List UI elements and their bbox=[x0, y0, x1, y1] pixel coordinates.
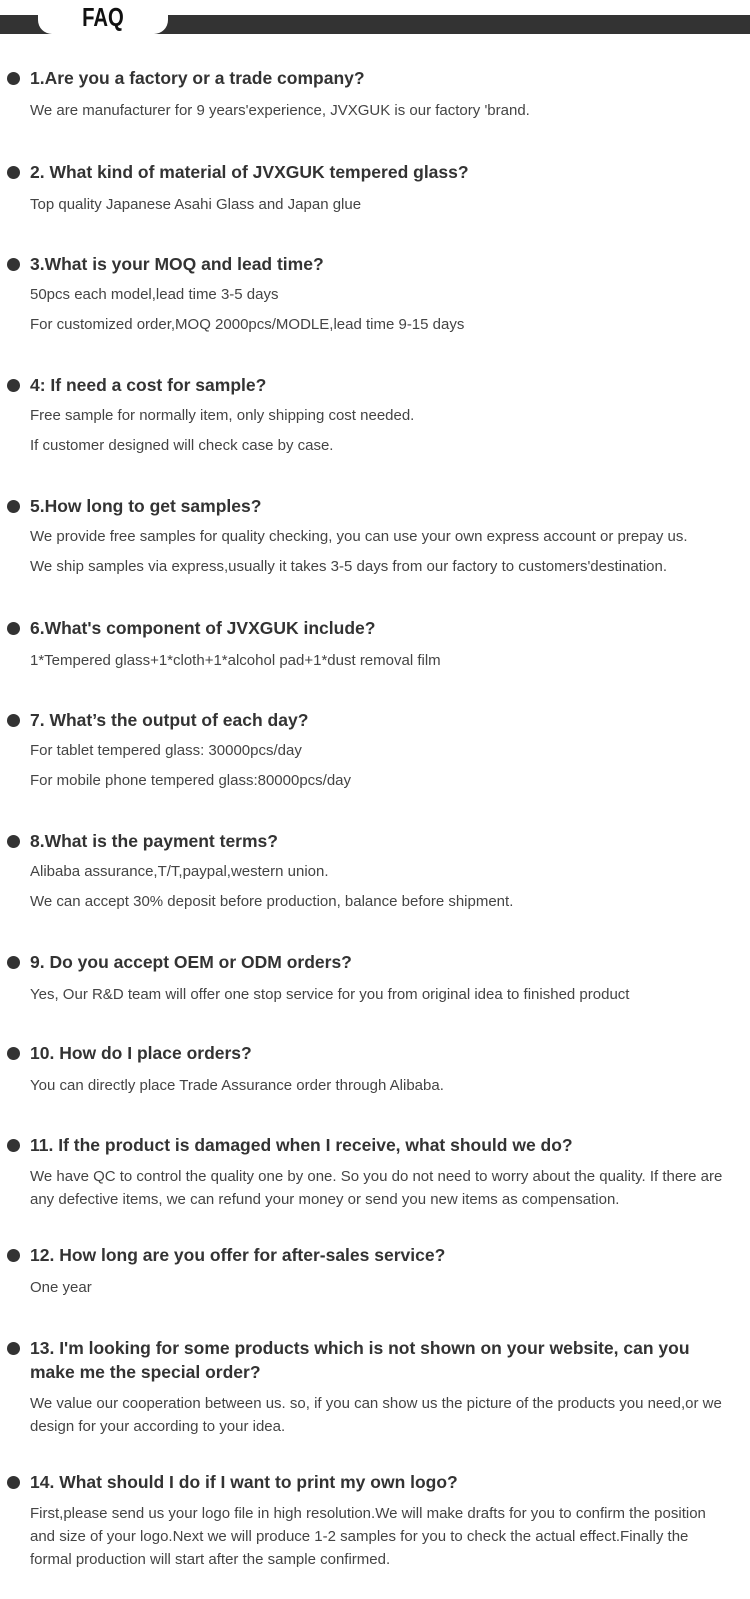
faq-question: 7. What’s the output of each day? bbox=[30, 710, 309, 730]
faq-question: 4: If need a cost for sample? bbox=[30, 375, 267, 395]
faq-item-11 bbox=[0, 1133, 750, 1211]
faq-question: 5.How long to get samples? bbox=[30, 496, 262, 516]
bullet-icon bbox=[7, 379, 20, 392]
faq-question: 11. If the product is damaged when I receive, what should we do? bbox=[30, 1135, 573, 1155]
faq-question: 6.What's component of JVXGUK include? bbox=[30, 618, 376, 638]
answer-line: You can directly place Trade Assurance order through Alibaba. bbox=[30, 1077, 444, 1094]
bullet-icon bbox=[7, 72, 20, 85]
faq-answer bbox=[30, 1071, 732, 1101]
faq-answer bbox=[30, 96, 732, 126]
faq-answer bbox=[30, 1273, 732, 1303]
faq-question: 8.What is the payment terms? bbox=[30, 831, 278, 851]
faq-question: 10. How do I place orders? bbox=[30, 1043, 252, 1063]
answer-line: 1*Tempered glass+1*cloth+1*alcohol pad+1*dust removal film bbox=[30, 652, 441, 669]
page-title: FAQ bbox=[82, 2, 124, 32]
answer-line: For tablet tempered glass: 30000pcs/day bbox=[30, 742, 302, 759]
answer-line: We ship samples via express,usually it takes 3-5 days from our factory to customers'destination. bbox=[30, 558, 668, 575]
faq-answer bbox=[30, 522, 732, 582]
faq-question: 14. What should I do if I want to print my own logo? bbox=[30, 1472, 458, 1492]
faq-question: 2. What kind of material of JVXGUK tempered glass? bbox=[30, 162, 469, 182]
faq-question: 13. I'm looking for some products which is not shown on your website, can you make me the special order? bbox=[30, 1338, 690, 1382]
faq-item-3 bbox=[0, 252, 750, 340]
answer-line: We value our cooperation between us. so, if you can show us the picture of the products you need,or we design for your according to your idea. bbox=[30, 1395, 722, 1435]
faq-item-2 bbox=[0, 160, 750, 220]
faq-answer bbox=[30, 980, 732, 1010]
faq-item-14 bbox=[0, 1470, 750, 1571]
faq-answer bbox=[30, 401, 732, 461]
faq-answer bbox=[30, 646, 732, 676]
bullet-icon bbox=[7, 622, 20, 635]
answer-line: For customized order,MOQ 2000pcs/MODLE,lead time 9-15 days bbox=[30, 316, 465, 333]
faq-answer bbox=[30, 280, 732, 340]
answer-line: First,please send us your logo file in high resolution.We will make drafts for you to confirm the position and size of your logo.Next we will produce 1-2 samples for you to check the actual effect.Finally the formal production will start after the sample confirmed. bbox=[30, 1505, 706, 1568]
faq-item-13 bbox=[0, 1336, 750, 1438]
answer-line: For mobile phone tempered glass:80000pcs/day bbox=[30, 772, 352, 789]
faq-question: 3.What is your MOQ and lead time? bbox=[30, 254, 324, 274]
faq-answer bbox=[30, 857, 732, 917]
answer-line: We can accept 30% deposit before production, balance before shipment. bbox=[30, 893, 514, 910]
bullet-icon bbox=[7, 835, 20, 848]
faq-item-4 bbox=[0, 373, 750, 461]
bullet-icon bbox=[7, 500, 20, 513]
faq-answer bbox=[30, 190, 732, 220]
faq-item-9 bbox=[0, 950, 750, 1010]
answer-line: If customer designed will check case by case. bbox=[30, 437, 334, 454]
faq-answer bbox=[30, 1165, 732, 1211]
answer-line: One year bbox=[30, 1279, 92, 1296]
faq-item-10 bbox=[0, 1041, 750, 1101]
faq-list bbox=[0, 66, 750, 1571]
faq-item-6 bbox=[0, 616, 750, 676]
bullet-icon bbox=[7, 956, 20, 969]
faq-item-1 bbox=[0, 66, 750, 126]
faq-item-8 bbox=[0, 829, 750, 917]
answer-line: Alibaba assurance,T/T,paypal,western union. bbox=[30, 863, 329, 880]
bullet-icon bbox=[7, 258, 20, 271]
faq-item-12 bbox=[0, 1243, 750, 1303]
faq-answer bbox=[30, 736, 732, 796]
answer-line: We are manufacturer for 9 years'experience, JVXGUK is our factory 'brand. bbox=[30, 102, 530, 119]
bullet-icon bbox=[7, 1047, 20, 1060]
bullet-icon bbox=[7, 1342, 20, 1355]
answer-line: We have QC to control the quality one by one. So you do not need to worry about the quality. If there are any defective items, we can refund your money or send you new items as compensation. bbox=[30, 1168, 723, 1208]
faq-header bbox=[0, 0, 750, 40]
answer-line: Yes, Our R&D team will offer one stop service for you from original idea to finished product bbox=[30, 986, 630, 1003]
bullet-icon bbox=[7, 714, 20, 727]
bullet-icon bbox=[7, 1139, 20, 1152]
bullet-icon bbox=[7, 1476, 20, 1489]
faq-item-7 bbox=[0, 708, 750, 796]
faq-question: 9. Do you accept OEM or ODM orders? bbox=[30, 952, 352, 972]
faq-answer bbox=[30, 1502, 732, 1571]
bullet-icon bbox=[7, 1249, 20, 1262]
answer-line: Free sample for normally item, only shipping cost needed. bbox=[30, 407, 415, 424]
answer-line: Top quality Japanese Asahi Glass and Japan glue bbox=[30, 196, 362, 213]
answer-line: We provide free samples for quality checking, you can use your own express account or prepay us. bbox=[30, 528, 688, 545]
faq-question: 1.Are you a factory or a trade company? bbox=[30, 68, 365, 88]
faq-answer bbox=[30, 1392, 732, 1438]
bullet-icon bbox=[7, 166, 20, 179]
faq-question: 12. How long are you offer for after-sales service? bbox=[30, 1245, 446, 1265]
answer-line: 50pcs each model,lead time 3-5 days bbox=[30, 286, 279, 303]
faq-item-5 bbox=[0, 494, 750, 582]
